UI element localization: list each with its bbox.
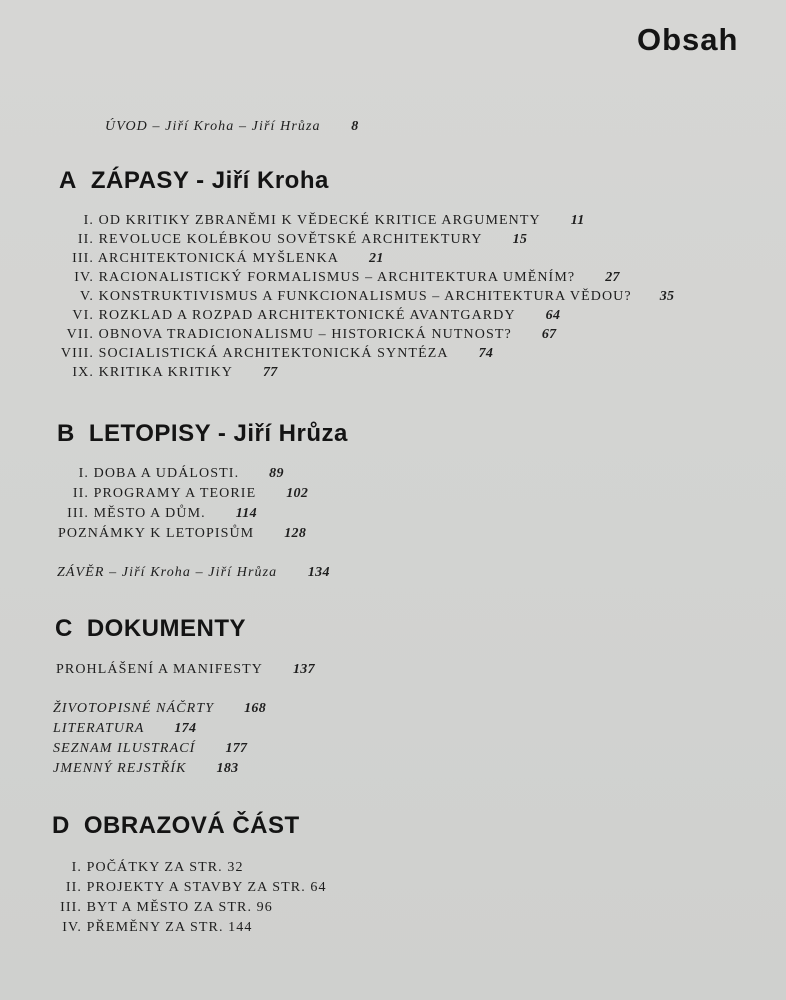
toc-entry-title: POČÁTKY ZA STR. 32 xyxy=(86,860,244,875)
toc-entry xyxy=(0,308,560,324)
toc-entry-page: 77 xyxy=(262,365,278,380)
toc-entry-title: POZNÁMKY K LETOPISŮM xyxy=(58,526,255,541)
section-letter: D xyxy=(52,812,70,839)
toc-entry-title: ZÁVĚR – Jiří Kroha – Jiří Hrůza xyxy=(57,565,278,580)
toc-entry-title: PROHLÁŠENÍ A MANIFESTY xyxy=(56,662,263,677)
toc-entry-number: IV. xyxy=(62,920,82,935)
toc-entry xyxy=(0,232,527,248)
toc-entry-number: II. xyxy=(77,232,94,247)
toc-entry-number: III. xyxy=(60,900,82,915)
toc-entry-page: 64 xyxy=(545,308,561,323)
toc-entry-page: 168 xyxy=(244,701,266,716)
toc-entry-page: 128 xyxy=(284,526,307,541)
toc-entry-page: 102 xyxy=(286,486,309,501)
toc-entry-title: ŽIVOTOPISNÉ NÁČRTY xyxy=(53,701,215,716)
toc-entry xyxy=(0,270,620,286)
toc-entry-title: ÚVOD – Jiří Kroha – Jiří Hrůza xyxy=(105,119,321,134)
section-heading-a xyxy=(59,167,329,195)
toc-entry-page: 67 xyxy=(541,327,557,342)
toc-entry-number: I. xyxy=(83,213,94,228)
toc-entry-page: 27 xyxy=(605,270,620,285)
toc-entry-notes xyxy=(58,526,306,542)
toc-entry-title: KONSTRUKTIVISMUS A FUNKCIONALISMUS – ARCHITEKTURA VĚDOU? xyxy=(98,289,632,304)
toc-entry-page: 174 xyxy=(174,721,197,736)
toc-entry-title: BYT A MĚSTO ZA STR. 96 xyxy=(86,900,273,915)
toc-entry-number: II. xyxy=(72,486,89,501)
toc-entry-page: 35 xyxy=(659,289,675,304)
section-title: DOKUMENTY xyxy=(86,615,247,642)
section-title: OBRAZOVÁ ČÁST xyxy=(83,812,300,839)
toc-entry-conclusion xyxy=(57,565,330,581)
toc-entry-page: 137 xyxy=(293,662,315,677)
toc-entry xyxy=(53,721,196,737)
toc-entry-number: II. xyxy=(65,880,82,895)
toc-entry xyxy=(0,506,257,522)
section-title: LETOPISY - Jiří Hrůza xyxy=(88,420,348,447)
toc-entry-title: KRITIKA KRITIKY xyxy=(98,365,233,380)
toc-entry xyxy=(0,346,493,362)
toc-entry-number: IX. xyxy=(72,365,94,380)
toc-entry-intro xyxy=(105,119,359,135)
toc-entry-title: OBNOVA TRADICIONALISMU – HISTORICKÁ NUTNOST? xyxy=(98,327,512,342)
toc-entry-page: 11 xyxy=(570,213,585,228)
toc-entry-page: 114 xyxy=(235,506,257,521)
section-letter: C xyxy=(55,615,73,642)
toc-entry xyxy=(0,289,674,305)
toc-entry-title: OD KRITIKY ZBRANĚMI K VĚDECKÉ KRITICE ARGUMENTY xyxy=(98,213,541,228)
toc-entry-title: SEZNAM ILUSTRACÍ xyxy=(53,741,196,756)
toc-entry xyxy=(53,761,238,777)
toc-entry xyxy=(0,213,585,229)
toc-entry-title: ROZKLAD A ROZPAD ARCHITEKTONICKÉ AVANTGARDY xyxy=(98,308,516,323)
section-heading-b xyxy=(57,420,348,448)
toc-entry-page: 15 xyxy=(512,232,528,247)
toc-entry-title: PŘEMĚNY ZA STR. 144 xyxy=(86,920,253,935)
toc-entry-number: VIII. xyxy=(60,346,94,361)
toc-entry-title: JMENNÝ REJSTŘÍK xyxy=(53,761,187,776)
section-letter: A xyxy=(59,167,77,194)
toc-entry-page: 134 xyxy=(307,565,330,580)
toc-entry xyxy=(0,900,273,916)
toc-entry-number: VI. xyxy=(72,308,94,323)
toc-entry xyxy=(0,327,556,343)
toc-entry xyxy=(53,741,247,757)
toc-entry xyxy=(0,920,252,936)
page-title: Obsah xyxy=(637,22,739,57)
toc-entry-number: III. xyxy=(67,506,89,521)
toc-entry-page: 8 xyxy=(351,119,359,134)
toc-entry-title: PROJEKTY A STAVBY ZA STR. 64 xyxy=(86,880,327,895)
toc-entry xyxy=(0,466,284,482)
toc-entry xyxy=(0,880,327,896)
toc-entry xyxy=(0,251,384,267)
section-heading-d xyxy=(52,812,300,840)
toc-entry xyxy=(0,486,308,502)
section-title: ZÁPASY - Jiří Kroha xyxy=(90,167,329,194)
toc-entry-title: MĚSTO A DŮM. xyxy=(93,506,206,521)
toc-entry-number: V. xyxy=(79,289,94,304)
toc-entry xyxy=(53,701,266,717)
toc-entry-page: 183 xyxy=(216,761,239,776)
toc-entry-number: I. xyxy=(71,860,82,875)
toc-entry-manifest xyxy=(56,662,315,678)
toc-entry-page: 21 xyxy=(369,251,384,266)
section-letter: B xyxy=(57,420,75,447)
toc-entry-page: 74 xyxy=(478,346,494,361)
toc-entry-number: VII. xyxy=(66,327,94,342)
toc-entry-number: IV. xyxy=(74,270,94,285)
toc-entry-number: III. xyxy=(72,251,94,266)
toc-entry-title: PROGRAMY A TEORIE xyxy=(93,486,257,501)
toc-entry-number: I. xyxy=(78,466,89,481)
toc-entry xyxy=(0,365,278,381)
toc-entry-title: LITERATURA xyxy=(53,721,145,736)
toc-entry-page: 89 xyxy=(269,466,284,481)
toc-entry-title: SOCIALISTICKÁ ARCHITEKTONICKÁ SYNTÉZA xyxy=(98,346,449,361)
toc-entry-title: REVOLUCE KOLÉBKOU SOVĚTSKÉ ARCHITEKTURY xyxy=(98,232,483,247)
toc-entry-title: DOBA A UDÁLOSTI. xyxy=(93,466,240,481)
toc-entry-page: 177 xyxy=(225,741,248,756)
toc-entry xyxy=(0,860,244,876)
section-heading-c xyxy=(55,615,246,643)
toc-entry-title: RACIONALISTICKÝ FORMALISMUS – ARCHITEKTURA UMĚNÍM? xyxy=(98,270,576,285)
toc-entry-title: ARCHITEKTONICKÁ MYŠLENKA xyxy=(97,251,340,266)
